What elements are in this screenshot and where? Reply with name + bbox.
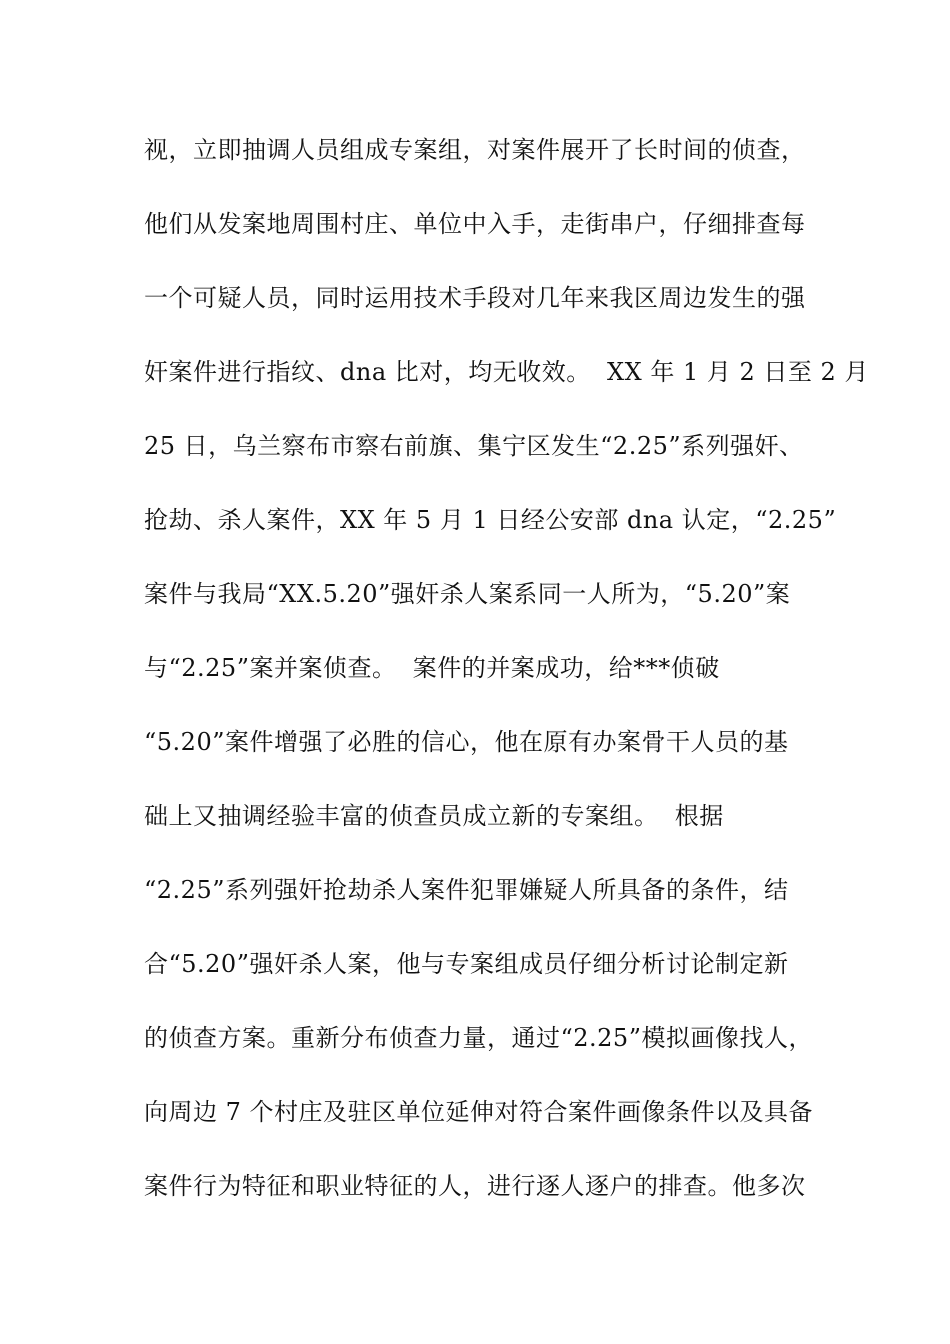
text-line: 合“5.20”强奸杀人案，他与专案组成员仔细分析讨论制定新	[144, 950, 789, 978]
text-line: “5.20”案件增强了必胜的信心，他在原有办案骨干人员的基	[144, 728, 789, 756]
text-line: 奸案件进行指纹、dna 比对，均无收效。 XX 年 1 月 2 日至 2 月	[144, 358, 869, 386]
body-text	[144, 130, 869, 1240]
text-line: 他们从发案地周围村庄、单位中入手，走街串户，仔细排查每	[144, 210, 806, 238]
text-line: 与“2.25”案并案侦查。 案件的并案成功，给***侦破	[144, 654, 720, 682]
text-line: 的侦查方案。重新分布侦查力量，通过“2.25”模拟画像找人，	[144, 1024, 813, 1052]
text-line: 案件与我局“XX.5.20”强奸杀人案系同一人所为，“5.20”案	[144, 580, 791, 608]
text-line: “2.25”系列强奸抢劫杀人案件犯罪嫌疑人所具备的条件，结	[144, 876, 789, 904]
text-line: 础上又抽调经验丰富的侦查员成立新的专案组。 根据	[144, 802, 724, 830]
text-line: 一个可疑人员，同时运用技术手段对几年来我区周边发生的强	[144, 284, 806, 312]
text-line: 抢劫、杀人案件，XX 年 5 月 1 日经公安部 dna 认定，“2.25”	[144, 506, 837, 534]
text-line: 案件行为特征和职业特征的人，进行逐人逐户的排查。他多次	[144, 1172, 806, 1200]
text-line: 视，立即抽调人员组成专案组，对案件展开了长时间的侦查，	[144, 136, 806, 164]
text-line: 向周边 7 个村庄及驻区单位延伸对符合案件画像条件以及具备	[144, 1098, 814, 1126]
text-line: 25 日，乌兰察布市察右前旗、集宁区发生“2.25”系列强奸、	[144, 432, 804, 460]
